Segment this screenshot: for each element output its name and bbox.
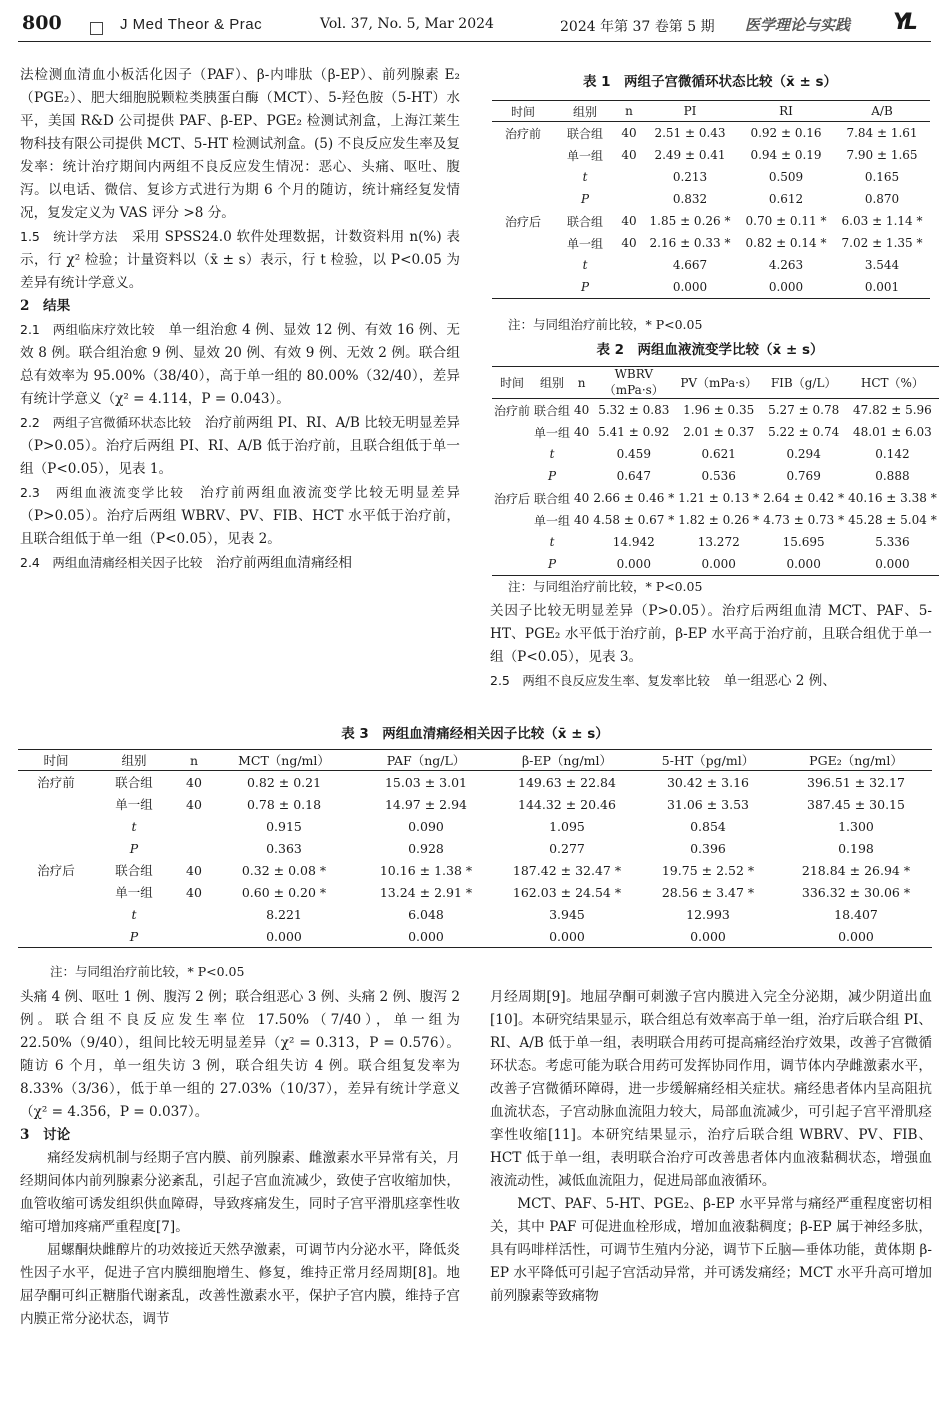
table-cell: [492, 254, 554, 276]
journal-logo-icon: YL: [893, 10, 913, 35]
column-header: 组别: [554, 101, 616, 122]
table-cell: 单一组: [534, 425, 571, 440]
table1-note: 注：与同组治疗前比较，* P<0.05: [508, 317, 703, 332]
table-cell: 0.769: [786, 469, 821, 483]
magazine-title: 医学理论与实践: [745, 16, 851, 34]
table-cell: 387.45 ± 30.15: [807, 796, 905, 812]
table-row: [492, 531, 939, 553]
table-cell: 187.42 ± 32.47 *: [512, 862, 622, 878]
left-column: [20, 64, 460, 575]
table-cell: 0.090: [408, 818, 444, 834]
table-cell: 5.27 ± 0.78: [768, 403, 840, 417]
table-cell: 396.51 ± 32.17: [807, 774, 905, 790]
table-cell: 0.198: [838, 840, 874, 856]
table-cell: [492, 144, 554, 166]
table-cell: 45.28 ± 5.04 *: [848, 513, 937, 527]
table-cell: 0.000: [214, 925, 354, 948]
table-cell: 0.621: [701, 447, 736, 461]
table-cell: 30.42 ± 3.16: [666, 774, 750, 790]
table-cell: 0.000: [636, 925, 780, 948]
table-cell: t: [549, 535, 555, 549]
bottom-left-column: [20, 986, 460, 1331]
table-cell: 4.73 ± 0.73 *: [763, 513, 845, 527]
table-cell: [616, 188, 642, 210]
table-cell: [616, 276, 642, 299]
table-row: [492, 254, 930, 276]
section-2-2-body: 治疗前两组 PI、RI、A/B 比较无明显差异（P>0.05）。治疗后两组 PI、RI、A/B 低于治疗前，且联合组低于单一组（P<0.05），见表 1。: [20, 415, 460, 477]
table-cell: 治疗后: [504, 214, 541, 229]
table-cell: 19.75 ± 2.52 *: [661, 862, 755, 878]
table-cell: P: [547, 469, 557, 483]
table-cell: 162.03 ± 24.54 *: [512, 884, 622, 900]
table-cell: [174, 837, 214, 859]
column-header: HCT（%）: [846, 367, 939, 399]
right-column: [490, 600, 932, 693]
table-cell: 2.01 ± 0.37: [683, 425, 755, 439]
table-row: [492, 421, 939, 443]
table-cell: 联合组: [115, 863, 153, 878]
table-cell: 7.84 ± 1.61: [846, 126, 918, 140]
table-cell: 8.221: [266, 906, 302, 922]
table-cell: 0.509: [768, 170, 804, 184]
table-cell: 治疗前: [37, 775, 75, 790]
table-cell: 1.300: [838, 818, 874, 834]
table-row: [492, 509, 939, 531]
table-cell: [616, 166, 642, 188]
column-header: 时间: [492, 101, 554, 122]
page-header: [0, 0, 950, 44]
table-cell: 0.396: [690, 840, 726, 856]
table-cell: 0.000: [846, 553, 939, 576]
table-cell: 40.16 ± 3.38 *: [848, 491, 937, 505]
table-cell: 0.78 ± 0.18: [246, 796, 322, 812]
section-3-title: 3 讨论: [20, 1127, 71, 1143]
table-cell: 单一组: [115, 797, 153, 812]
table-row: [18, 793, 932, 815]
table-cell: 15.695: [782, 535, 825, 549]
table-cell: 14.97 ± 2.94: [384, 796, 468, 812]
table1: [492, 100, 930, 299]
table-cell: 40: [574, 513, 590, 527]
table-cell: P: [129, 840, 139, 856]
table-cell: 联合组: [566, 214, 603, 229]
table-cell: 治疗后: [37, 863, 75, 878]
table-cell: [492, 166, 554, 188]
section-2-5-heading: 2.5 两组不良反应发生率、复发率比较: [490, 673, 710, 688]
table-cell: 联合组: [566, 126, 603, 141]
table-cell: 单一组: [534, 513, 571, 528]
table-cell: 40: [621, 214, 637, 228]
table-cell: 0.000: [354, 925, 498, 948]
table-cell: 0.854: [690, 818, 726, 834]
section-2-4-heading: 2.4 两组血清痛经相关因子比较: [20, 555, 203, 570]
table-cell: [18, 837, 94, 859]
column-header: n: [174, 750, 214, 771]
table-cell: 40: [186, 884, 202, 900]
table-cell: 2.64 ± 0.42 *: [763, 491, 845, 505]
table-cell: 4.58 ± 0.67 *: [593, 513, 675, 527]
table-cell: 3.544: [864, 258, 900, 272]
table-cell: [492, 553, 532, 576]
table-cell: [18, 881, 94, 903]
table-cell: 2.66 ± 0.46 *: [593, 491, 675, 505]
table-cell: 0.142: [875, 447, 910, 461]
table-cell: 单一组: [566, 148, 603, 163]
section-1-5-body: 采用 SPSS24.0 软件处理数据，计数资料用 n(%) 表示，行 χ² 检验；计量资料以（x̄ ± s）表示，行 t 检验，以 P<0.05 为差异有统计学意义。: [20, 229, 460, 291]
table-cell: 0.213: [672, 170, 708, 184]
table-cell: 单一组: [566, 236, 603, 251]
table2-note: 注：与同组治疗前比较，* P<0.05: [508, 579, 703, 594]
discussion-paragraph-1: 痛经发病机制与经期子宫内膜、前列腺素、雌激素水平异常有关，月经期间体内前列腺素分泌紊乱，引起子宫血流减少，致使子宫收缩加快，血管收缩可诱发组织供血障碍，导致疼痛发生，同时子宫平滑肌痉挛性收缩可增加疼痛严重程度[7]。: [20, 1150, 460, 1235]
table-cell: 2.49 ± 0.41: [654, 148, 726, 162]
table-cell: 0.915: [266, 818, 302, 834]
column-header: MCT（ng/ml）: [214, 750, 354, 771]
table-cell: 0.000: [498, 925, 636, 948]
table-cell: 联合组: [115, 775, 153, 790]
table-cell: [174, 815, 214, 837]
table-cell: 0.82 ± 0.21: [246, 774, 322, 790]
table-cell: [572, 443, 591, 465]
adverse-paragraph: 头痛 4 例、呕吐 1 例、腹泻 2 例；联合组恶心 3 例、头痛 2 例、腹泻 2 例。联合组不良反应发生率位 17.50%（7/40），单一组为 22.50%（9/40），组间比较无明显差异（χ² = 0.313，P = 0.576）。随访 6 个月，单一组失访 3 例，联合组失访 4 例。联合组复发率为 8.33%（3/36），低于单一组的 27.03%（10/37），差异有统计学意义（χ² = 4.356，P = 0.037）。: [20, 989, 460, 1120]
table-header-row: [492, 101, 930, 122]
table-cell: 218.84 ± 26.94 *: [801, 862, 911, 878]
table-cell: 2.16 ± 0.33 *: [649, 236, 731, 250]
journal-name: J Med Theor & Prac: [120, 16, 263, 33]
table-cell: 1.21 ± 0.13 *: [678, 491, 760, 505]
table-cell: 13.24 ± 2.91 *: [379, 884, 473, 900]
table2: [492, 366, 939, 576]
table-cell: 1.96 ± 0.35: [683, 403, 755, 417]
table-row: [18, 771, 932, 794]
table-cell: 13.272: [697, 535, 740, 549]
section-2-2-heading: 2.2 两组子宫微循环状态比较: [20, 415, 192, 430]
table-cell: 336.32 ± 30.06 *: [801, 884, 911, 900]
table-cell: t: [582, 258, 588, 272]
table-cell: 0.000: [780, 925, 932, 948]
table-cell: 0.000: [761, 553, 846, 576]
table-cell: 0.832: [672, 192, 708, 206]
column-header: β-EP（ng/ml）: [498, 750, 636, 771]
section-2-4-body: 治疗前两组血清痛经相: [202, 555, 352, 571]
table-cell: 40: [574, 403, 590, 417]
table-cell: 0.165: [864, 170, 900, 184]
table-cell: [492, 232, 554, 254]
column-header: RI: [738, 101, 834, 122]
column-header: FIB（g/L）: [761, 367, 846, 399]
table-cell: 0.000: [738, 276, 834, 299]
column-header: n: [572, 367, 591, 399]
page-number: 800: [22, 12, 62, 34]
table-cell: 0.70 ± 0.11 *: [745, 214, 827, 228]
table-cell: 31.06 ± 3.53: [666, 796, 750, 812]
table-cell: [492, 276, 554, 299]
table3: [18, 749, 932, 948]
table-cell: [572, 553, 591, 576]
header-rule: [18, 41, 931, 42]
table-cell: 治疗前: [494, 403, 531, 418]
table-cell: 0.82 ± 0.14 *: [745, 236, 827, 250]
table-row: [492, 553, 939, 576]
table-cell: 4.667: [672, 258, 708, 272]
table-cell: P: [532, 553, 572, 576]
section-2-3-heading: 2.3 两组血液流变学比较: [20, 485, 185, 500]
table-cell: [492, 531, 532, 553]
table-cell: [18, 793, 94, 815]
table-cell: 6.03 ± 1.14 *: [841, 214, 923, 228]
table-cell: [492, 465, 532, 487]
table-cell: [492, 509, 532, 531]
table-cell: 单一组: [115, 885, 153, 900]
table-cell: [572, 465, 591, 487]
table-cell: 0.277: [549, 840, 585, 856]
table-cell: 0.000: [642, 276, 738, 299]
table-cell: 0.92 ± 0.16: [750, 126, 822, 140]
table-cell: t: [582, 170, 588, 184]
discussion-paragraph-3: 月经周期[9]。地屈孕酮可刺激子宫内膜进入完全分泌期，减少阴道出血[10]。本研究结果显示，联合组总有效率高于单一组，治疗后联合组 PI、RI、A/B 低于单一组，表明联合用药可提高痛经治疗效果，改善子宫微循环状态。考虑可能为联合用药可发挥协同作用，调节体内孕雌激素水平，改善子宫微循环障碍，进一步缓解痛经相关症状。痛经患者体内呈高阻抗血流状态，子宫动脉血流阻力较大，局部血流减少，可引起子宫平滑肌痉挛性收缩[11]。本研究结果显示，治疗后联合组 WBRV、PV、FIB、HCT 低于单一组，表明联合治疗可改善患者体内血液黏稠状态，增强血液流动性，减低血流阻力，促进局部血液循环。: [490, 989, 932, 1189]
table-cell: 0.000: [591, 553, 676, 576]
table-cell: [492, 443, 532, 465]
header-box-icon: [90, 22, 103, 35]
column-header: A/B: [834, 101, 930, 122]
table-row: [18, 815, 932, 837]
table-cell: 联合组: [534, 491, 571, 506]
table-cell: 0.363: [266, 840, 302, 856]
table-row: [492, 232, 930, 254]
table-cell: [18, 925, 94, 948]
table-row: [18, 881, 932, 903]
table-cell: 40: [574, 425, 590, 439]
section-1-5-heading: 1.5 统计学方法: [20, 229, 118, 244]
table-cell: 5.336: [875, 535, 910, 549]
table-cell: 7.02 ± 1.35 *: [841, 236, 923, 250]
table-cell: 0.000: [676, 553, 761, 576]
table-cell: 0.888: [875, 469, 910, 483]
table-cell: 47.82 ± 5.96: [853, 403, 932, 417]
table-row: [18, 859, 932, 881]
table-cell: 144.32 ± 20.46: [518, 796, 616, 812]
table-cell: 5.22 ± 0.74: [768, 425, 840, 439]
table-cell: 0.870: [864, 192, 900, 206]
table-cell: 10.16 ± 1.38 *: [379, 862, 473, 878]
table-row: [492, 443, 939, 465]
table-header-row: [492, 367, 939, 399]
table-cell: 3.945: [549, 906, 585, 922]
column-header: 时间: [18, 750, 94, 771]
table2-caption: 表 2 两组血液流变学比较（x̄ ± s）: [596, 342, 824, 358]
table-cell: 48.01 ± 6.03: [853, 425, 932, 439]
table-cell: 40: [186, 796, 202, 812]
table1-caption: 表 1 两组子宫微循环状态比较（x̄ ± s）: [582, 74, 838, 90]
table-cell: 4.263: [768, 258, 804, 272]
table-cell: [18, 815, 94, 837]
table-cell: [492, 421, 532, 443]
table-cell: 40: [621, 126, 637, 140]
column-header: PAF（ng/L）: [354, 750, 498, 771]
volume-info: Vol. 37, No. 5, Mar 2024: [320, 16, 494, 32]
method-paragraph: 法检测血清血小板活化因子（PAF）、β-内啡肽（β-EP）、前列腺素 E₂（PGE₂）、肥大细胞脱颗粒类胰蛋白酶（MCT）、5-羟色胺（5-HT）水平，美国 R&D 公司提供 PAF、β-EP、PGE₂ 检测试剂盒，上海江莱生物科技有限公司提供 MCT、5-HT 检测试剂盒。(5) 不良反应发生率及复发率：统计治疗期间内两组不良反应发生情况：恶心、头痛、呕吐、腹泻。以电话、微信、复诊方式进行为期 6 个月的随访，统计痛经复发情况，复发定义为 VAS 评分 >8 分。: [20, 67, 460, 221]
table-cell: 149.63 ± 22.84: [518, 774, 616, 790]
section-2-5-body: 单一组恶心 2 例、: [709, 673, 836, 689]
table-cell: 28.56 ± 3.47 *: [661, 884, 755, 900]
table-cell: 12.993: [686, 906, 730, 922]
column-header: PV（mPa·s）: [676, 367, 761, 399]
table-row: [18, 837, 932, 859]
table-cell: [174, 903, 214, 925]
table-cell: 0.294: [786, 447, 821, 461]
table-row: [492, 276, 930, 299]
table-cell: t: [131, 906, 137, 922]
table-row: [492, 399, 939, 422]
table-cell: 40: [621, 148, 637, 162]
section-2-1-heading: 2.1 两组临床疗效比较: [20, 322, 155, 337]
table-cell: 0.32 ± 0.08 *: [241, 862, 327, 878]
table-row: [492, 122, 930, 145]
table-row: [18, 903, 932, 925]
table-cell: [572, 531, 591, 553]
table-cell: 5.32 ± 0.83: [598, 403, 670, 417]
table-cell: 0.647: [616, 469, 651, 483]
table-row: [492, 144, 930, 166]
table-header-row: [18, 750, 932, 771]
table-cell: P: [580, 192, 590, 206]
table-cell: [616, 254, 642, 276]
table-cell: t: [131, 818, 137, 834]
table-cell: 联合组: [534, 403, 571, 418]
table-cell: 0.928: [408, 840, 444, 856]
section-2-title: 2 结果: [20, 298, 71, 314]
table-cell: 0.001: [834, 276, 930, 299]
table-cell: 1.85 ± 0.26 *: [649, 214, 731, 228]
column-header: n: [616, 101, 642, 122]
table-cell: t: [549, 447, 555, 461]
table-cell: 0.94 ± 0.19: [750, 148, 822, 162]
issue-cn: 2024 年第 37 卷第 5 期: [560, 19, 715, 35]
column-header: 组别: [94, 750, 174, 771]
table-cell: [174, 925, 214, 948]
table-cell: 40: [186, 774, 202, 790]
table-cell: 1.095: [549, 818, 585, 834]
discussion-paragraph-4: MCT、PAF、5-HT、PGE₂、β-EP 水平异常与痛经严重程度密切相关，其中 PAF 可促进血栓形成，增加血液黏稠度；β-EP 属于神经多肽，具有吗啡样活性，可调节生殖内分泌，调节下丘脑—垂体功能，黄体期 β-EP 水平降低可引起子宫活动异常，并可诱发痛经；MCT 水平升高可增加前列腺素等致痛物: [490, 1196, 932, 1304]
table-row: [492, 465, 939, 487]
table-cell: 5.41 ± 0.92: [598, 425, 670, 439]
table-cell: 14.942: [612, 535, 655, 549]
column-header: 时间: [492, 367, 532, 399]
table-cell: 15.03 ± 3.01: [384, 774, 468, 790]
column-header: 5-HT（pg/ml）: [636, 750, 780, 771]
table-row: [18, 925, 932, 948]
table-cell: P: [94, 925, 174, 948]
column-header: PGE₂（ng/ml）: [780, 750, 932, 771]
bottom-right-column: [490, 986, 932, 1308]
table-cell: 40: [186, 862, 202, 878]
table-cell: 2.51 ± 0.43: [654, 126, 726, 140]
table3-caption: 表 3 两组血清痛经相关因子比较（x̄ ± s）: [341, 726, 609, 742]
results-continuation: 关因子比较无明显差异（P>0.05）。治疗后两组血清 MCT、PAF、5-HT、PGE₂ 水平低于治疗前，β-EP 水平高于治疗前，且联合组优于单一组（P<0.05），见表 3。: [490, 603, 932, 665]
section-2-1-body: 单一组治愈 4 例、显效 12 例、有效 16 例、无效 8 例。联合组治愈 9 例、显效 20 例、有效 9 例、无效 2 例。联合组总有效率为 95.00%（38/40），高于单一组的 80.00%（32/40），差异有统计学意义（χ² = 4.114，P = 0.043）。: [20, 322, 460, 407]
table-cell: 0.60 ± 0.20 *: [241, 884, 327, 900]
table-cell: [18, 903, 94, 925]
table-cell: 7.90 ± 1.65: [846, 148, 918, 162]
table-cell: [492, 188, 554, 210]
table-row: [492, 210, 930, 232]
discussion-paragraph-2: 屈螺酮炔雌醇片的功效接近天然孕激素，可调节内分泌水平，降低炎性因子水平，促进子宫内膜细胞增生、修复，维持正常月经周期[8]。地屈孕酮可纠正糖脂代谢紊乱，改善性激素水平，保护子宫内膜，维持子宫内膜正常分泌状态，调节: [20, 1242, 460, 1327]
table3-note: 注：与同组治疗前比较，* P<0.05: [50, 964, 245, 979]
table-cell: 治疗前: [504, 126, 541, 141]
table-cell: P: [554, 276, 616, 299]
section-2-3-body: 治疗前两组血液流变学比较无明显差异（P>0.05）。治疗后两组 WBRV、PV、FIB、HCT 水平低于治疗前，且联合组低于单一组（P<0.05），见表 2。: [20, 485, 461, 547]
table-cell: 0.612: [768, 192, 804, 206]
table-cell: 6.048: [408, 906, 444, 922]
table-cell: 0.459: [616, 447, 651, 461]
table-cell: 治疗后: [494, 491, 531, 506]
table-cell: 0.536: [701, 469, 736, 483]
column-header: WBRV（mPa·s）: [591, 367, 676, 399]
table-cell: 40: [621, 236, 637, 250]
table-cell: 40: [574, 491, 590, 505]
table-cell: 1.82 ± 0.26 *: [678, 513, 760, 527]
table-cell: 18.407: [834, 906, 878, 922]
column-header: PI: [642, 101, 738, 122]
table-row: [492, 487, 939, 509]
table-row: [492, 188, 930, 210]
table-row: [492, 166, 930, 188]
column-header: 组别: [532, 367, 572, 399]
